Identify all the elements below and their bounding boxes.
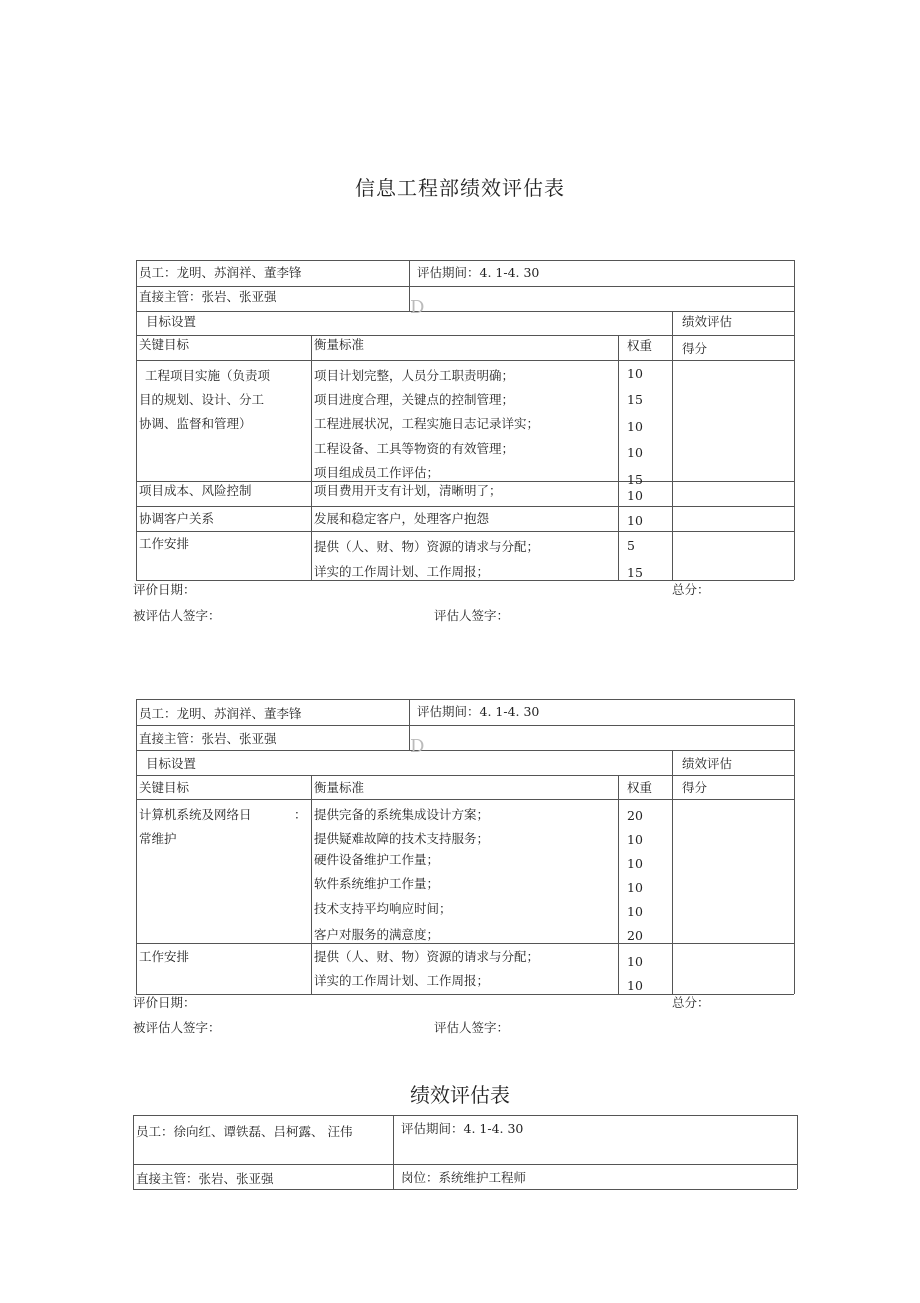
- section-eval: 绩效评估: [682, 314, 733, 329]
- supervisor-field: 直接主管：张岩、张亚强: [139, 731, 277, 746]
- eval-date-label: 评价日期：: [133, 995, 196, 1010]
- employee-field: 员工：徐向红、谭铁磊、吕柯露、 汪伟: [136, 1124, 353, 1139]
- weight-value: 15: [627, 565, 643, 580]
- form1-border-right: [794, 260, 795, 580]
- form3-border-right: [797, 1115, 798, 1189]
- period-field: 评估期间：4. 1-4. 30: [417, 265, 540, 280]
- col-key-goal: 关键目标: [139, 337, 190, 352]
- measure-text: 提供（人、财、物）资源的请求与分配；: [314, 949, 540, 964]
- col-key-goal: 关键目标: [139, 780, 190, 795]
- goal-text: 工作安排: [139, 949, 190, 964]
- evaluator-sign-label: 评估人签字：: [434, 1020, 510, 1035]
- form3-title: 绩效评估表: [410, 1083, 510, 1107]
- measure-text: 工程进展状况，工程实施日志记录详实；: [314, 416, 540, 431]
- col-weight: 权重: [627, 780, 653, 795]
- form1-line: [136, 531, 794, 532]
- form3-line: [133, 1164, 797, 1165]
- weight-value: 10: [627, 856, 643, 871]
- employee-field: 员工：龙明、苏润祥、董李锋: [139, 265, 302, 280]
- position-field: 岗位：系统维护工程师: [401, 1170, 527, 1185]
- ghost-glyph: D: [410, 736, 425, 757]
- weight-value: 10: [627, 419, 643, 434]
- weight-value: 10: [627, 880, 643, 895]
- eval-date-label: 评价日期：: [133, 582, 196, 597]
- measure-text: 提供（人、财、物）资源的请求与分配；: [314, 539, 540, 554]
- measure-text: 项目计划完整，人员分工职责明确；: [314, 368, 515, 383]
- measure-text: 工程设备、工具等物资的有效管理；: [314, 441, 515, 456]
- evaluatee-sign-label: 被评估人签字：: [133, 1020, 221, 1035]
- form2-line: [136, 943, 794, 944]
- weight-value: 5: [627, 538, 635, 553]
- goal-colon: ：: [294, 807, 307, 822]
- form2-line: [136, 725, 794, 726]
- goal-text: 协调、监督和管理）: [139, 416, 252, 431]
- form2-line: [136, 775, 794, 776]
- col-measure: 衡量标准: [314, 337, 365, 352]
- col-score: 得分: [682, 780, 708, 795]
- measure-text: 客户对服务的满意度；: [314, 927, 440, 942]
- total-label: 总分：: [672, 582, 710, 597]
- measure-text: 发展和稳定客户，处理客户抱怨: [314, 511, 490, 526]
- goal-text: 工作安排: [139, 536, 190, 551]
- measure-text: 技术支持平均响应时间；: [314, 901, 452, 916]
- weight-value: 10: [627, 366, 643, 381]
- form2-border-left: [136, 699, 137, 994]
- supervisor-field: 直接主管：张岩、张亚强: [139, 289, 277, 304]
- goal-text: 协调客户关系: [139, 511, 215, 526]
- weight-value: 20: [627, 808, 643, 823]
- ghost-glyph: D: [410, 297, 425, 318]
- weight-value: 20: [627, 928, 643, 943]
- form1-line: [136, 335, 794, 336]
- measure-text: 项目费用开支有计划，清晰明了；: [314, 483, 502, 498]
- form1-border-bottom: [136, 580, 794, 581]
- period-field: 评估期间：4. 1-4. 30: [401, 1121, 524, 1136]
- section-goals: 目标设置: [146, 756, 197, 771]
- col-score: 得分: [682, 341, 708, 356]
- goal-text: 工程项目实施（负责项: [145, 368, 271, 383]
- form1-border-top: [136, 260, 794, 261]
- weight-value: 10: [627, 445, 643, 460]
- form1-line: [136, 360, 794, 361]
- supervisor-field: 直接主管：张岩、张亚强: [136, 1171, 274, 1186]
- col-measure: 衡量标准: [314, 780, 365, 795]
- form1-line: [136, 286, 794, 287]
- section-goals: 目标设置: [146, 314, 197, 329]
- form2-line: [136, 750, 794, 751]
- form1-line: [136, 506, 794, 507]
- col-weight: 权重: [627, 338, 653, 353]
- goal-text: 目的规划、设计、分工: [139, 392, 265, 407]
- form2-border-right: [794, 699, 795, 994]
- page-title: 信息工程部绩效评估表: [355, 176, 565, 200]
- measure-text: 提供完备的系统集成设计方案；: [314, 807, 490, 822]
- employee-field: 员工：龙明、苏润祥、董李锋: [139, 706, 302, 721]
- evaluator-sign-label: 评估人签字：: [434, 608, 510, 623]
- measure-text: 提供疑难故障的技术支持服务；: [314, 831, 490, 846]
- weight-value: 10: [627, 832, 643, 847]
- weight-value: 10: [627, 904, 643, 919]
- form1-divider: [311, 335, 312, 580]
- measure-text: 详实的工作周计划、工作周报；: [314, 564, 490, 579]
- goal-text: 项目成本、风险控制: [139, 483, 252, 498]
- form2-divider: [618, 775, 619, 994]
- goal-text: 常维护: [139, 831, 177, 846]
- measure-text: 硬件设备维护工作量；: [314, 852, 440, 867]
- form1-line: [136, 481, 794, 482]
- weight-value: 10: [627, 954, 643, 969]
- form2-divider: [672, 750, 673, 994]
- form1-line: [136, 311, 794, 312]
- form3-border-top: [133, 1115, 797, 1116]
- form3-divider: [393, 1115, 394, 1189]
- measure-text: 项目组成员工作评估；: [314, 465, 440, 480]
- weight-value: 15: [627, 472, 643, 487]
- form2-line: [136, 799, 794, 800]
- measure-text: 详实的工作周计划、工作周报；: [314, 973, 490, 988]
- form3-border-bottom: [133, 1189, 797, 1190]
- form2-divider: [311, 775, 312, 994]
- weight-value: 10: [627, 513, 643, 528]
- form3-border-left: [133, 1115, 134, 1189]
- goal-text: 计算机系统及网络日: [139, 807, 252, 822]
- weight-value: 15: [627, 392, 643, 407]
- form1-divider: [672, 311, 673, 580]
- total-label: 总分：: [672, 995, 710, 1010]
- form1-divider: [618, 335, 619, 580]
- weight-value: 10: [627, 488, 643, 503]
- measure-text: 项目进度合理，关键点的控制管理；: [314, 392, 515, 407]
- measure-text: 软件系统维护工作量；: [314, 876, 440, 891]
- section-eval: 绩效评估: [682, 756, 733, 771]
- form1-border-left: [136, 260, 137, 580]
- weight-value: 10: [627, 978, 643, 993]
- form2-border-top: [136, 699, 794, 700]
- evaluatee-sign-label: 被评估人签字：: [133, 608, 221, 623]
- period-field: 评估期间：4. 1-4. 30: [417, 704, 540, 719]
